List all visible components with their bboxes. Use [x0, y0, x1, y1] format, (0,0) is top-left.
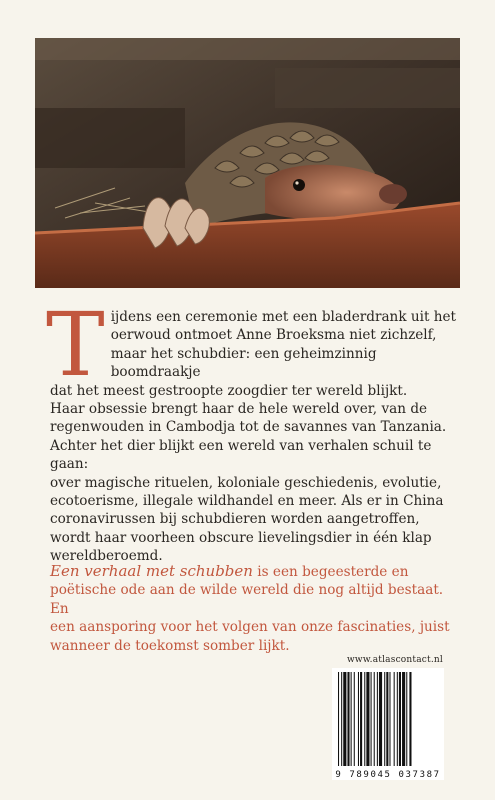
book-title: Een verhaal met schubben: [50, 562, 253, 580]
blurb-line: wereldberoemd.: [50, 548, 163, 565]
isbn-number: 9 789045 037387: [332, 770, 444, 780]
blurb-line: coronavirussen bij schubdieren worden aangetroffen,: [50, 511, 420, 528]
pangolin-photo-illustration: [35, 38, 460, 288]
barcode-bars: [332, 668, 444, 770]
blurb-line: ijdens een ceremonie met een bladerdrank uit het: [110, 309, 457, 325]
blurb-text: [46, 293, 460, 566]
tagline: [50, 562, 460, 655]
blurb-line: ecotoerisme, illegale wildhandel en meer. Als er in China: [50, 493, 444, 510]
blurb-line: regenwouden in Cambodja tot de savannes van Tanzania.: [50, 419, 447, 436]
blurb-line: Achter het dier blijkt een wereld van verhalen schuil te gaan:: [50, 437, 432, 473]
barcode: [332, 668, 444, 780]
blurb-line: oerwoud ontmoet Anne Broeksma niet zichzelf,: [110, 327, 437, 344]
blurb-line: wordt haar voorheen obscure lievelingsdier in één klap: [50, 529, 432, 546]
drop-cap: T: [46, 293, 105, 396]
tagline-line: wanneer de toekomst somber lijkt.: [50, 637, 290, 654]
tagline-text: is een begeesterde en: [252, 564, 409, 580]
blurb-line: Haar obsessie brengt haar de hele wereld over, van de: [50, 401, 428, 418]
tagline-line: [50, 562, 460, 581]
tagline-line: poëtische ode aan de wilde wereld die nog altijd bestaat. En: [50, 582, 444, 617]
blurb-line: over magische rituelen, koloniale geschiedenis, evolutie,: [50, 474, 442, 491]
blurb-line: maar het schubdier: een geheimzinnig boomdraakje: [110, 345, 377, 381]
blurb-line: dat het meest gestroopte zoogdier ter wereld blijkt.: [50, 382, 408, 399]
publisher-url: www.atlascontact.nl: [347, 655, 443, 665]
tagline-line: een aansporing voor het volgen van onze fascinaties, juist: [50, 619, 450, 636]
blurb-body: [50, 308, 460, 566]
cover-photo-pangolin: [35, 38, 460, 288]
